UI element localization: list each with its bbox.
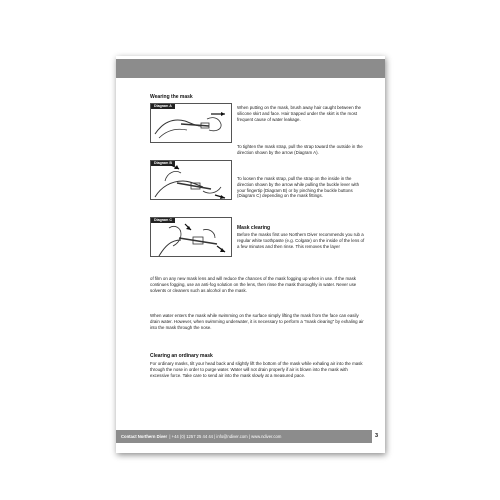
paragraph-hair: When putting on the mask, brush away hair caught between the silicone skirt and face. Hair trapped under the skirt is the most frequent cause of water leakage. xyxy=(237,105,361,122)
diagram-b-label: Diagram B xyxy=(151,161,175,166)
footer-contact-label: Contact Northern Diver xyxy=(121,434,168,439)
paragraph-water-entry: When water enters the mask while swimming on the surface simply lifting the mask from the face can easily drain water. However, when swimming underwater, it is necessary to perform a "mask clearing" by exhaling air into the mask through the nose. xyxy=(150,313,364,330)
paragraph-ordinary-mask: For ordinary masks, tilt your head back and slightly lift the bottom of the mask while exhaling air into the mask through the nose in order to purge water. Water will not drain properly if air is blown into the mask with excessive force. Take care to send air into the mask slowly at a measured pace. xyxy=(150,361,363,378)
header-bar xyxy=(116,59,385,78)
footer-bar xyxy=(116,430,372,443)
diagram-b-illustration xyxy=(151,161,233,201)
page-number: 3 xyxy=(375,433,379,439)
diagram-b xyxy=(150,160,232,200)
clearing-ordinary-heading: Clearing an ordinary mask xyxy=(150,353,213,359)
section-title: Wearing the mask xyxy=(150,94,193,100)
diagram-c-label: Diagram C xyxy=(151,218,175,223)
paragraph-loosen: To loosen the mask strap, pull the strap on the inside in the direction shown by the arrow while pulling the buckle lever with your fingertip (Diagram B) or by pinching the buckle buttons (Diagram C) depending on the mask fittings. xyxy=(237,176,360,199)
paragraph-toothpaste-start: Before the masks first use Northern Diver recommends you rub a regular white toothpaste (e.g. Colgate) on the inside of the lens of a few minutes and then rinse. This removes the layer xyxy=(237,232,365,249)
mask-clearing-heading: Mask clearing xyxy=(237,225,271,231)
paragraph-tighten: To tighten the mask strap, pull the strap toward the outside in the direction shown by the arrow (Diagram A). xyxy=(237,144,363,155)
diagram-a-label: Diagram A xyxy=(151,104,175,109)
diagram-c xyxy=(150,217,232,257)
document-page xyxy=(116,56,385,453)
diagram-a xyxy=(150,103,232,143)
paragraph-toothpaste-continued: of film on any new mask lens and will reduce the chances of the mask fogging up when in use. If the mask continues fogging, use an anti-fog solution on the lens, then rinse the mask thoroughly in water. Never use solvents or cleaners such as alcohol on the mask. xyxy=(150,276,357,293)
footer-contact-details: | +44 (0) 1257 25 44 44 | info@ndiver.com | www.ndiver.com xyxy=(169,434,282,439)
diagram-c-illustration xyxy=(151,218,233,258)
diagram-a-illustration xyxy=(151,104,233,144)
